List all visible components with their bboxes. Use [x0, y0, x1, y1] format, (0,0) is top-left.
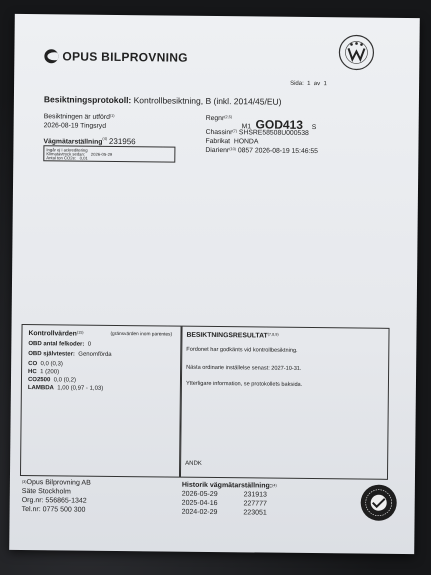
environment-seal-icon — [360, 484, 398, 522]
diary: Diarienr$^{(10)}$ 0857 2026-08-19 15:46:55 — [205, 146, 319, 156]
control-values-hint: (gränsvärden inom parentes) — [110, 331, 173, 338]
odometer: Vägmätarställning$^{(4)}$ 231956 — [43, 136, 136, 147]
history-row: 2025-04-16 227777 — [181, 499, 267, 508]
control-values-title: Kontrollvärden$^{(15)}$ — [28, 330, 84, 338]
odometer-history: Historik vägmätarställning:$^{(4)}$ 2026-05-29 231913 2025-04-16 227777 2024-02-29 223051 — [181, 481, 277, 517]
result-title: BESIKTNINGSRESULTAT$^{(7,8,9)}$ — [186, 331, 279, 340]
regnr-label: Regnr$^{(2,5)}$ — [205, 114, 233, 123]
regnr: M1 GOD413 S — [241, 117, 317, 132]
chassis: Chassinr$^{(7)}$ SHSRE58508U000538 — [205, 128, 309, 137]
company-info: $^{(3)}$Opus Bilprovning AB Säte Stockholm Org.nr: 556865-1342 Tel.nr: 0775 500 300 — [21, 479, 91, 514]
inspector-signature: ANDK — [185, 460, 202, 467]
make: Fabrikat HONDA — [205, 137, 259, 146]
control-row: LAMBDA 1,00 (0,97 - 1,03) — [27, 385, 104, 392]
control-row: CO 0,0 (0,3) — [28, 361, 63, 368]
inspection-protocol-document — [9, 14, 420, 554]
control-row: OBD antal felkoder: 0 — [28, 341, 92, 348]
control-row: CO2500 0,0 (0,2) — [27, 377, 77, 384]
result-line: Ytterligare information, se protokollets baksida. — [185, 380, 303, 388]
control-values-box — [20, 324, 182, 478]
control-row: HC 1 (200) — [28, 369, 60, 376]
page-number: Sida: 1 av 1 — [290, 80, 327, 88]
result-box — [180, 326, 390, 480]
history-row: 2026-05-29 231913 — [181, 490, 268, 499]
performed-value: 2026-08-19 Tingsryd — [43, 122, 107, 130]
swedac-seal-icon — [336, 32, 376, 72]
climate-note-box: Ingår ej i ackreditering Klimatavtryck sedan: 2026-05-29 Antal ton CO2e: 0,01 — [43, 145, 175, 162]
result-line: Fordonet har godkänts vid kontrollbesiktning. — [186, 346, 298, 354]
control-row: OBD självtester: Genomförda — [28, 351, 112, 358]
result-line: Nästa ordinarie inställelse senast: 2027-10-31. — [186, 364, 302, 372]
document-title: Besiktningsprotokoll: Kontrollbesiktning, B (inkl. 2014/45/EU) — [43, 94, 282, 107]
performed-label: Besiktningen är utförd$^{(1)}$ — [43, 113, 115, 121]
opus-logo-icon — [44, 49, 58, 63]
history-row: 2024-02-29 223051 — [181, 508, 267, 517]
brand-logo: OPUS BILPROVNING — [44, 49, 188, 65]
